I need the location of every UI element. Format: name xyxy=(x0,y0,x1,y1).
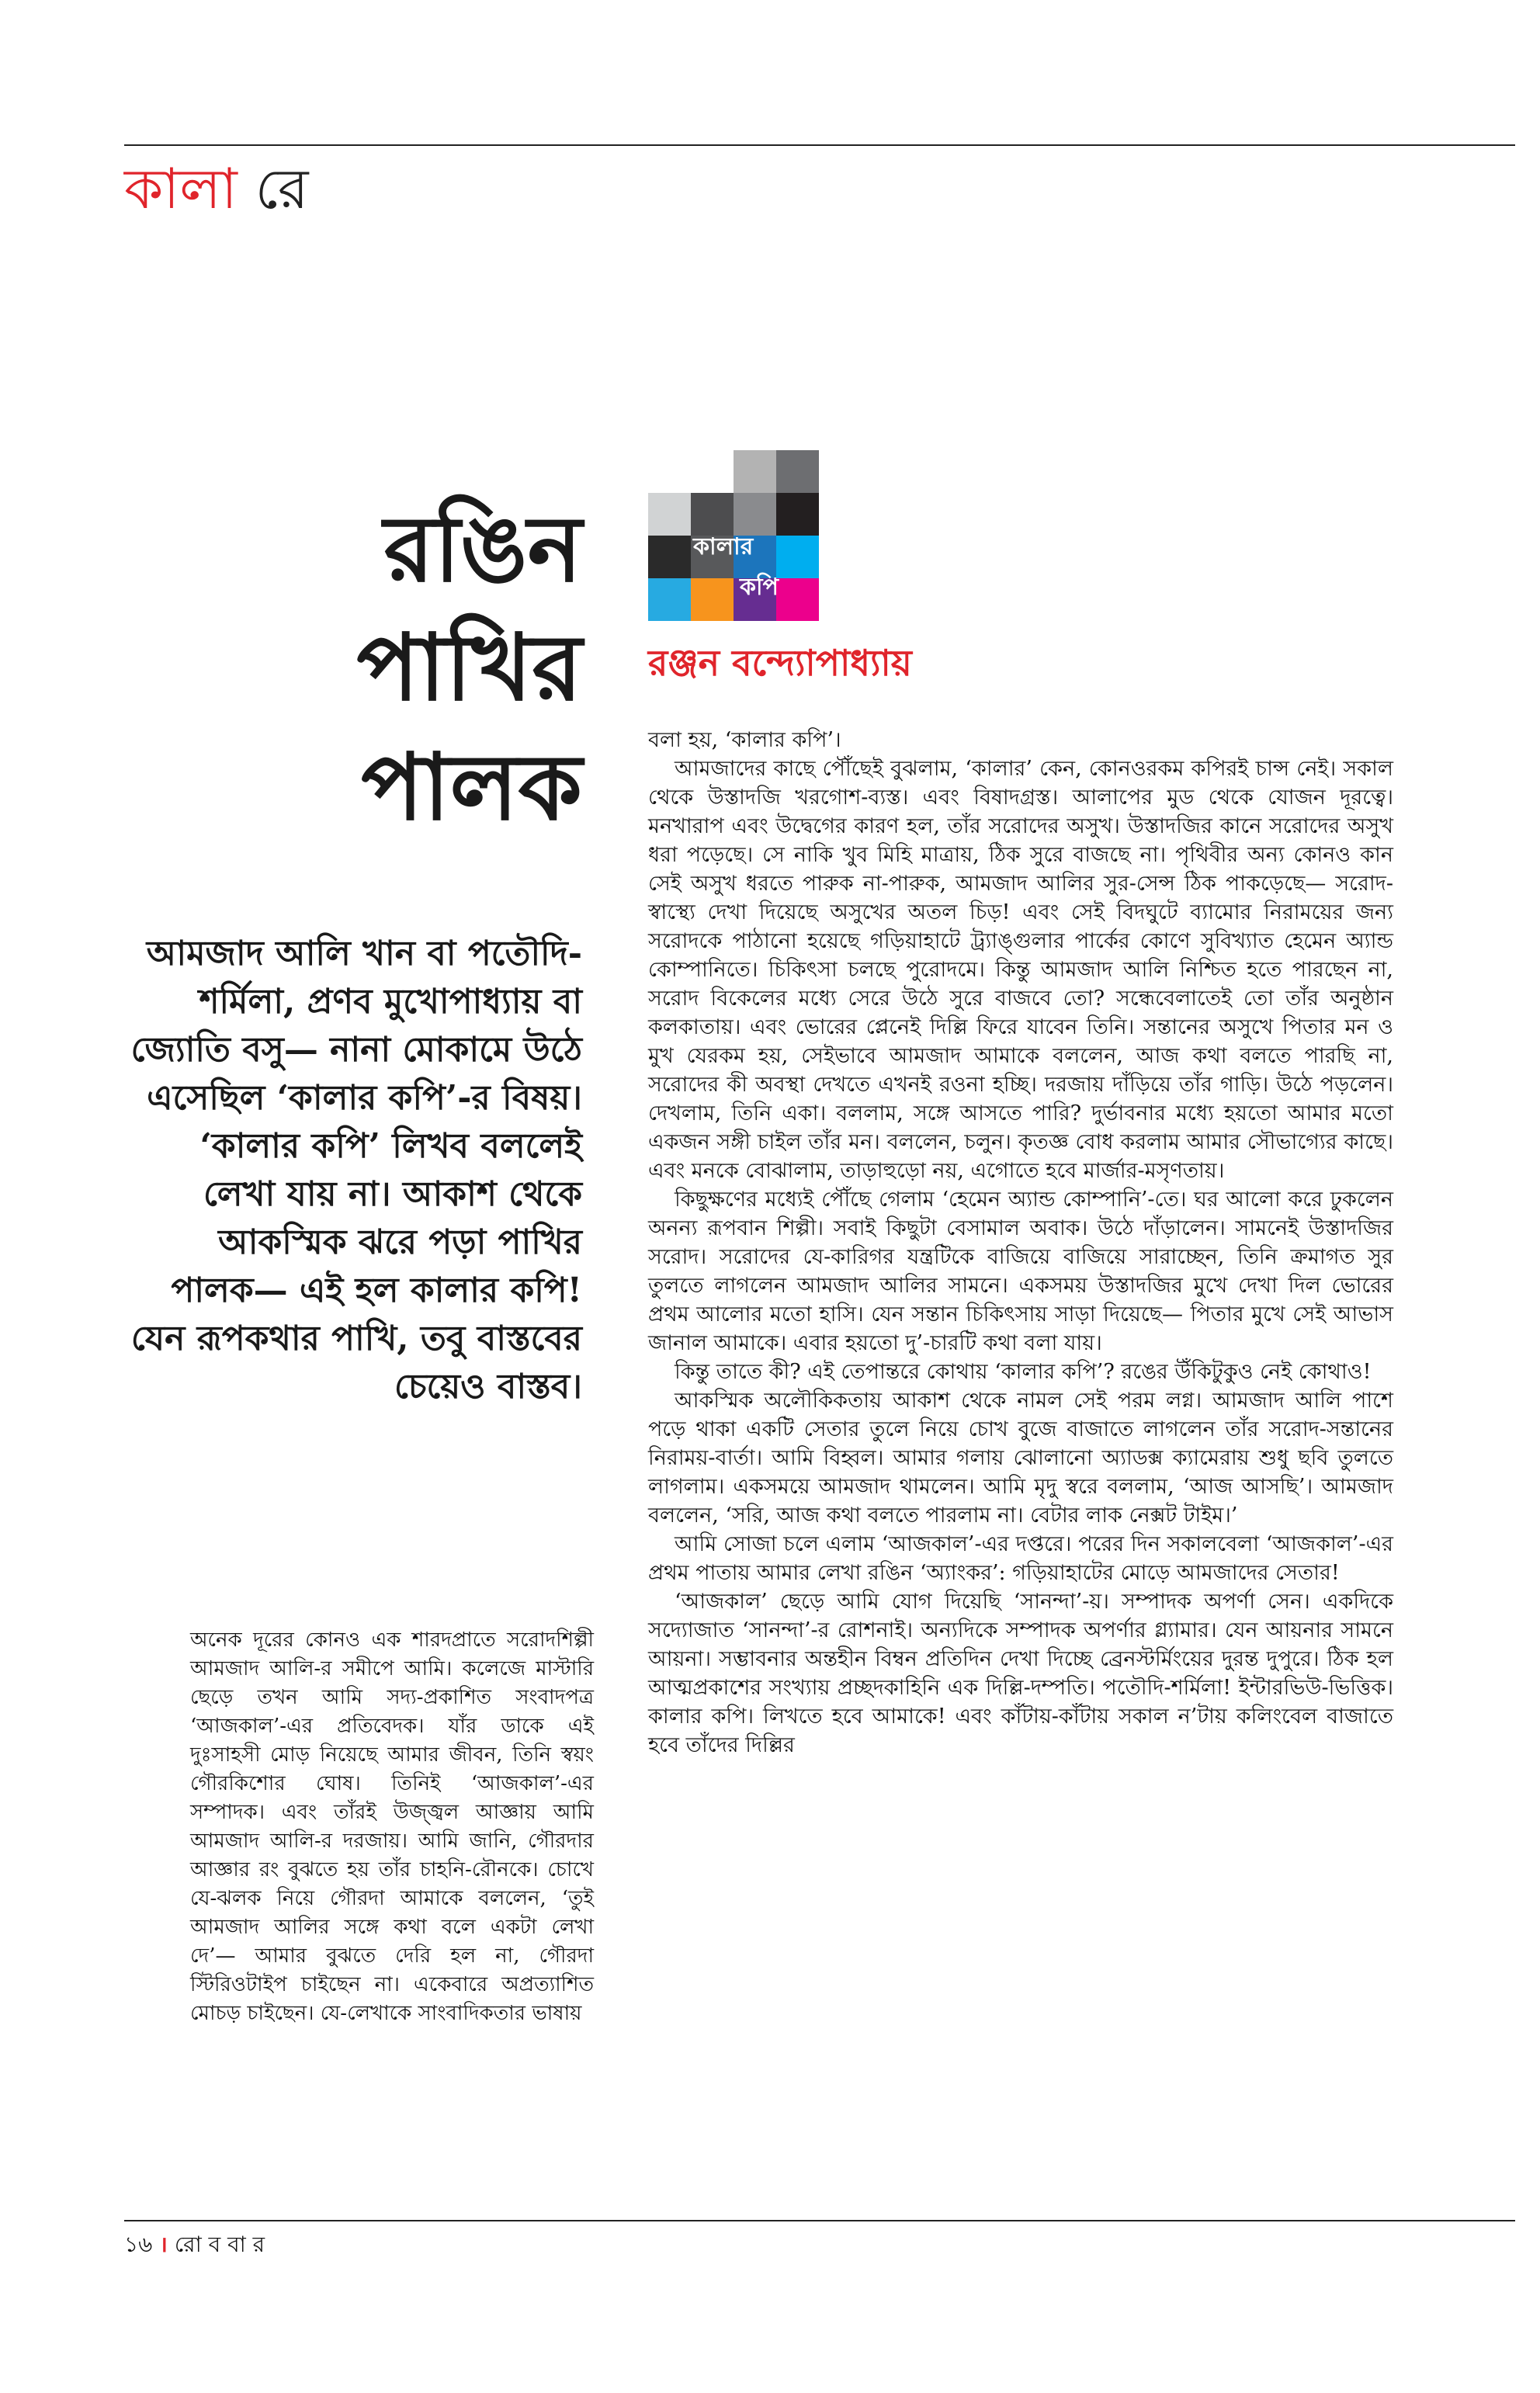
logo-cell xyxy=(776,578,819,621)
page-footer xyxy=(124,2228,265,2264)
article-deck: আমজাদ আলি খান বা পতৌদি-শর্মিলা, প্রণব মুখোপাধ্যায় বা জ্যোতি বসু— নানা মোকামে উঠে এসেছিল ‘কালার কপি’-র বিষয়। ‘কালার কপি’ লিখব বললেই লেখা যায় না। আকাশ থেকে আকস্মিক ঝরে পড়া পাখির পালক— এই হল কালার কপি! যেন রূপকথার পাখি, তবু বাস্তবের চেয়েও বাস্তব। xyxy=(130,934,582,1406)
logo-cell xyxy=(648,536,691,578)
paragraph: কিছুক্ষণের মধ্যেই পৌঁছে গেলাম ‘হেমেন অ্যান্ড কোম্পানি’-তে। ঘর আলো করে ঢুকলেন অনন্য রূপবান শিল্পী। সবাই কিছুটা বেসামাল অবাক। উঠে দাঁড়ালেন। সামনেই উস্তাদজির সরোদ। সরোদের যে-কারিগর যন্ত্রটিকে বাজিয়ে বাজিয়ে সারাচ্ছেন, তিনি ক্রমাগত সুর তুলতে লাগলেন আমজাদ আলির সামনে। একসময় উস্তাদজির মুখে দেখা দিল ভোরের প্রথম আলোর মতো হাসি। যেন সন্তান চিকিৎসায় সাড়া দিয়েছে— পিতার মুখে সেই আভাস জানাল আমাকে। এবার হয়তো দু’-চারটি কথা বলা যায়। xyxy=(648,1188,1393,1355)
left-column-text xyxy=(190,1626,594,2028)
paragraph: অনেক দূরের কোনও এক শারদপ্রাতে সরোদশিল্পী আমজাদ আলি-র সমীপে আমি। কলেজে মাস্টারি ছেড়ে তখন আমি সদ্য-প্রকাশিত সংবাদপত্র ‘আজকাল’-এর প্রতিবেদক। যাঁর ডাকে এই দুঃসাহসী মোড় নিয়েছে আমার জীবন, তিনি স্বয়ং গৌরকিশোর ঘোষ। তিনিই ‘আজকাল’-এর সম্পাদক। এবং তাঁরই উজ্জ্বল আজ্ঞায় আমি আমজাদ আলি-র দরজায়। আমি জানি, গৌরদার আজ্ঞার রং বুঝতে হয় তাঁর চাহনি-রৌনকে। চোখে যে-ঝলক নিয়ে গৌরদা আমাকে বললেন, ‘তুই আমজাদ আলির সঙ্গে কথা বলে একটা লেখা দে’— আমার বুঝতে দেরি হল না, গৌরদা স্টিরিওটাইপ চাইছেন না। একেবারে অপ্রত্যাশিত মোচড় চাইছেন। যে-লেখাকে সাংবাদিকতার ভাষায় xyxy=(190,1628,594,2025)
footer-separator: । xyxy=(159,2232,168,2257)
logo-label-top: কালার xyxy=(693,533,754,560)
paragraph: বলা হয়, ‘কালার কপি’। xyxy=(648,728,841,752)
author-byline: রঞ্জন বন্দ্যোপাধ্যায় xyxy=(648,642,912,684)
section-title-accent: কালা xyxy=(124,156,238,221)
article-headline xyxy=(233,489,582,846)
header-rule xyxy=(124,144,1515,146)
paragraph: কিন্তু তাতে কী? এই তেপান্তরে কোথায় ‘কালার কপি’? রঙের উঁকিটুকুও নেই কোথাও! xyxy=(675,1360,1372,1384)
paragraph: আমজাদের কাছে পৌঁছেই বুঝলাম, ‘কালার’ কেন, কোনওরকম কপিরই চান্স নেই। সকাল থেকে উস্তাদজি খরগোশ-ব্যস্ত। এবং বিষাদগ্রস্ত। আলাপের মুড থেকে যোজন দূরত্বে। মনখারাপ এবং উদ্বেগের কারণ হল, তাঁর সরোদের অসুখ। উস্তাদজির কানে সরোদের অসুখ ধরা পড়েছে। সে নাকি খুব মিহি মাত্রায়, ঠিক সুরে বাজছে না। পৃথিবীর অন্য কোনও কান সেই অসুখ ধরতে পারুক না-পারুক, আমজাদ আলির সুর-সেন্স ঠিক পাকড়েছে— সরোদ-স্বাস্থ্যে দেখা দিয়েছে অসুখের অতল চিড়! এবং সেই বিদঘুটে ব্যামোর নিরাময়ের জন্য সরোদকে পাঠানো হয়েছে গড়িয়াহাটে ট্র্যাঙ্গুলার পার্কের কোণে সুবিখ্যাত হেমেন অ্যান্ড কোম্পানিতে। চিকিৎসা চলছে পুরোদমে। কিন্তু আমজাদ আলি নিশ্চিত হতে পারছেন না, সরোদ বিকেলের মধ্যে সেরে উঠে সুরে বাজবে তো? সন্ধেবেলাতেই তো তাঁর অনুষ্ঠান কলকাতায়। এবং ভোরের প্লেনেই দিল্লি ফিরে যাবেন তিনি। সন্তানের অসুখে পিতার মন ও মুখ যেরকম হয়, সেইভাবে আমজাদ আমাকে বললেন, আজ কথা বলতে পারছি না, সরোদের কী অবস্থা দেখতে এখনই রওনা হচ্ছি। দরজায় দাঁড়িয়ে তাঁর গাড়ি। উঠে পড়লেন। দেখলাম, তিনি একা। বললাম, সঙ্গে আসতে পারি? দুর্ভাবনার মধ্যে হয়তো আমার মতো একজন সঙ্গী চাইল তাঁর মন। বললেন, চলুন। কৃতজ্ঞ বোধ করলাম আমার সৌভাগ্যের কাছে। এবং মনকে বোঝালাম, তাড়াহুড়ো নয়, এগোতে হবে মার্জার-মসৃণতায়। xyxy=(648,757,1393,1183)
color-copy-logo xyxy=(648,450,819,621)
logo-cell xyxy=(734,450,776,493)
footer-rule xyxy=(124,2220,1515,2221)
headline-line: পাখির xyxy=(356,613,582,722)
headline-line: রঙিন xyxy=(383,494,582,602)
magazine-name: রো ব বা র xyxy=(174,2232,265,2257)
paragraph: আমি সোজা চলে এলাম ‘আজকাল’-এর দপ্তরে। পরের দিন সকালবেলা ‘আজকাল’-এর প্রথম পাতায় আমার লেখা রঙিন ‘অ্যাংকর’: গড়িয়াহাটের মোড়ে আমজাদের সেতার! xyxy=(648,1532,1393,1585)
right-column-text xyxy=(648,726,1393,1760)
logo-cell xyxy=(776,536,819,578)
section-title xyxy=(124,155,309,222)
logo-cell xyxy=(776,493,819,536)
logo-label-bottom: কপি xyxy=(740,574,779,601)
page-number: ১৬ xyxy=(124,2232,153,2257)
section-title-rest: রে xyxy=(255,156,309,221)
logo-cell xyxy=(691,578,734,621)
headline-line: পালক xyxy=(361,732,582,841)
logo-cell xyxy=(648,493,691,536)
logo-cell xyxy=(648,578,691,621)
paragraph: আকস্মিক অলৌকিকতায় আকাশ থেকে নামল সেই পরম লগ্ন। আমজাদ আলি পাশে পড়ে থাকা একটি সেতার তুলে নিয়ে চোখ বুজে বাজাতে লাগলেন তাঁর সরোদ-সন্তানের নিরাময়-বার্তা। আমি বিহ্বল। আমার গলায় ঝোলানো অ্যাডক্স ক্যামেরায় শুধু ছবি তুলতে লাগলাম। একসময়ে আমজাদ থামলেন। আমি মৃদু স্বরে বললাম, ‘আজ আসছি’। আমজাদ বললেন, ‘সরি, আজ কথা বলতে পারলাম না। বেটার লাক নেক্সট টাইম।’ xyxy=(648,1389,1393,1528)
paragraph: ‘আজকাল’ ছেড়ে আমি যোগ দিয়েছি ‘সানন্দা’-য়। সম্পাদক অপর্ণা সেন। একদিকে সদ্যোজাত ‘সানন্দা’-র রোশনাই। অন্যদিকে সম্পাদক অপর্ণার গ্ল্যামার। যেন আয়নার সামনে আয়না। সম্ভাবনার অন্তহীন বিম্বন প্রতিদিন দেখা দিচ্ছে ব্রেনস্টর্মিংয়ের দুরন্ত দুপুরে। ঠিক হল আত্মপ্রকাশের সংখ্যায় প্রচ্ছদকাহিনি এক দিল্লি-দম্পতি। পতৌদি-শর্মিলা! ইন্টারভিউ-ভিত্তিক। কালার কপি। লিখতে হবে আমাকে! এবং কাঁটায়-কাঁটায় সকাল ন’টায় কলিংবেল বাজাতে হবে তাঁদের দিল্লির xyxy=(648,1590,1393,1757)
logo-cell xyxy=(776,450,819,493)
